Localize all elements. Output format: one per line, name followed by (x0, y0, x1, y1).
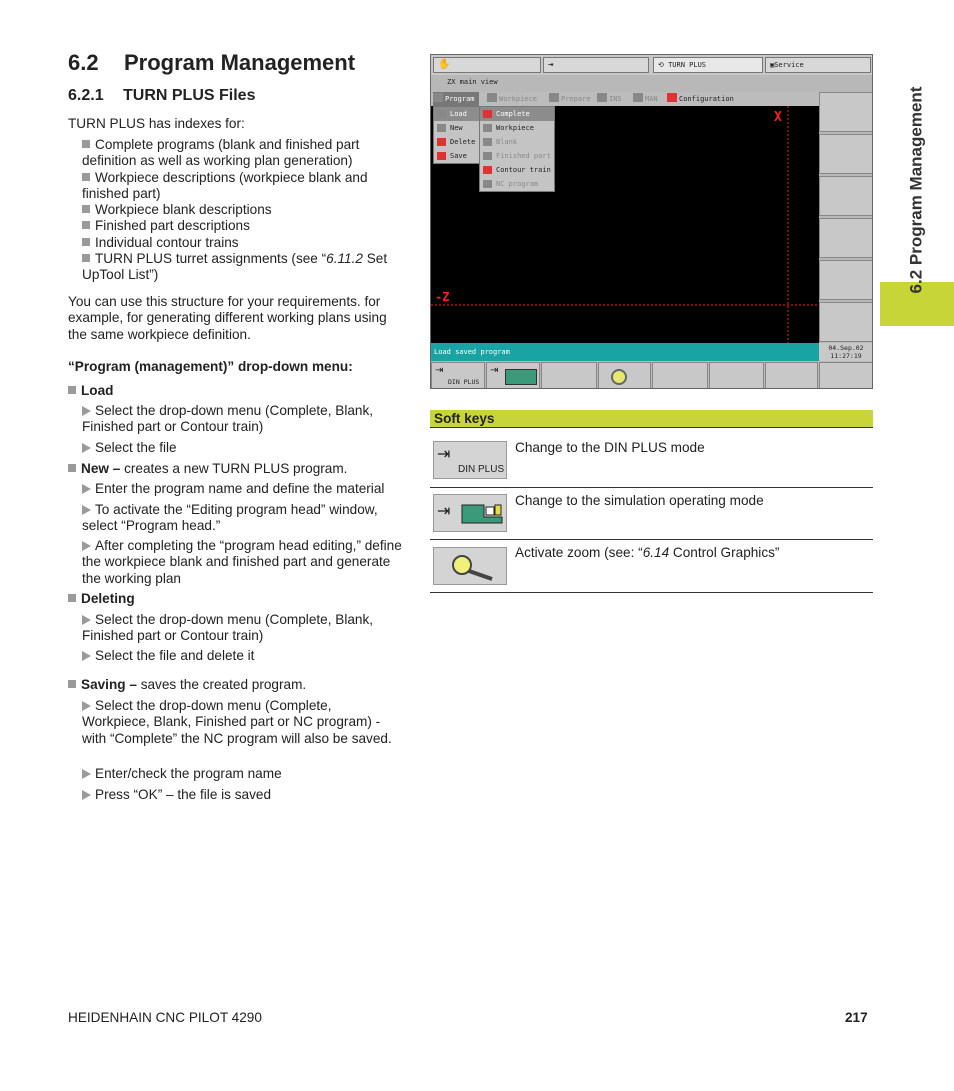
bullet-square-icon (82, 221, 90, 229)
submenu-item-nc-program[interactable]: NC program (480, 177, 554, 191)
bullet-square-icon (82, 238, 90, 246)
simulation-icon (433, 494, 507, 532)
grid-icon (667, 93, 677, 102)
softkey-description: Activate zoom (see: “6.14 Control Graphics” (515, 545, 780, 560)
grid-icon (483, 180, 492, 188)
paragraph: You can use this structure for your requirements. for example, for generating different working plans using the same workpiece definition. (68, 294, 387, 342)
arrow-right-icon (82, 615, 91, 625)
arrow-into-icon: ⇥ (548, 60, 554, 70)
softkey-din-plus-label: DIN PLUS (448, 378, 480, 386)
grid-icon (437, 138, 446, 146)
index-list (82, 137, 412, 284)
grid-icon (597, 93, 607, 102)
zoom-icon (611, 369, 627, 385)
clock (819, 343, 873, 361)
cross-reference-link[interactable]: 6.14 (642, 545, 670, 560)
bullet-square-icon (82, 205, 90, 213)
menu-item-save[interactable]: Save (434, 149, 480, 163)
softkey-empty-5[interactable] (652, 362, 708, 389)
grid-icon (437, 124, 446, 132)
softkey-empty-6[interactable] (709, 362, 764, 389)
subsection-number: 6.2.1 (68, 87, 104, 104)
list-item: Workpiece blank descriptions (82, 202, 412, 218)
menu-ins[interactable]: INS (597, 92, 622, 106)
arrow-right-icon (82, 790, 91, 800)
arrow-right-icon (82, 541, 91, 551)
new-step: Enter the program name and define the material (82, 481, 412, 497)
bullet-square-icon (82, 173, 90, 181)
turn-plus-icon: ⟲ (658, 61, 664, 69)
vertical-softkey-1[interactable] (819, 92, 873, 132)
intro-text: TURN PLUS has indexes for: (68, 116, 245, 131)
tab-manual[interactable] (433, 57, 541, 73)
grid-icon (487, 93, 497, 102)
new-step: To activate the “Editing program head” window, select “Program head.” (82, 502, 378, 534)
menu-item-new[interactable]: New (434, 121, 480, 135)
subsection-title-text: TURN PLUS Files (123, 87, 256, 104)
vertical-softkey-5[interactable] (819, 260, 873, 300)
bullet-square-icon (68, 594, 76, 602)
submenu-item-workpiece[interactable]: Workpiece (480, 121, 554, 135)
arrow-into-icon: ⇥ (435, 365, 444, 376)
menu-prepare[interactable]: Prepare (549, 92, 591, 106)
submenu-item-complete[interactable]: Complete (480, 107, 554, 121)
menu-configuration[interactable]: Configuration (667, 92, 734, 106)
menu-man[interactable]: MAN (633, 92, 658, 106)
grid-icon (433, 93, 443, 102)
arrow-into-icon: ⇥ (490, 365, 499, 376)
side-tab-text: 6.2 Program Management (906, 86, 926, 294)
softkey-simulation[interactable] (486, 362, 540, 389)
vertical-softkey-4[interactable] (819, 218, 873, 258)
softkey-row-simulation (430, 488, 873, 540)
bullet-square-icon (82, 140, 90, 148)
softkeys-header: Soft keys (430, 410, 873, 428)
deleting-step: Select the drop-down menu (Complete, Blank, Finished part or Contour train) (82, 612, 374, 644)
subsection-title (68, 87, 255, 105)
menu-program[interactable]: Program (433, 92, 479, 106)
magnifier-graphic (448, 552, 496, 582)
list-item: Finished part descriptions (82, 218, 412, 234)
load-item: Load (68, 383, 113, 399)
grid-icon (483, 152, 492, 160)
simulation-icon (505, 369, 537, 385)
bullet-square-icon (68, 464, 76, 472)
menu-item-delete[interactable]: Delete (434, 135, 480, 149)
arrow-into-icon: ⇥ (437, 446, 451, 463)
softkey-din-plus[interactable] (431, 362, 485, 389)
footer-product: HEIDENHAIN CNC PILOT 4290 (68, 1010, 262, 1025)
softkey-description: Change to the DIN PLUS mode (515, 440, 705, 455)
softkey-empty-7[interactable] (765, 362, 818, 389)
cross-reference-link[interactable]: 6.11.2 (326, 251, 363, 267)
program-dropdown (433, 106, 481, 164)
tab-automatic[interactable] (543, 57, 649, 73)
arrow-into-icon: ⇥ (437, 503, 451, 520)
axis-z-label: -Z (435, 290, 450, 304)
list-item: Complete programs (blank and finished part definition as well as working plan generation) (82, 137, 360, 169)
page-number: 217 (845, 1010, 868, 1025)
bullet-square-icon (68, 680, 76, 688)
list-item: Individual contour trains (82, 235, 412, 251)
time-display: 11:27:19 (830, 352, 862, 360)
zoom-icon (433, 547, 507, 585)
menu-workpiece[interactable]: Workpiece (487, 92, 537, 106)
arrow-right-icon (82, 406, 91, 416)
load-submenu (479, 106, 555, 192)
save-disk-icon: ▣ (770, 61, 775, 69)
grid-icon (549, 93, 559, 102)
grid-icon (483, 138, 492, 146)
menu-item-load[interactable]: Load (434, 107, 480, 121)
cnc-screenshot (430, 54, 873, 389)
arrow-right-icon (82, 651, 91, 661)
tab-turn-plus[interactable]: ⟲ TURN PLUS (653, 57, 763, 73)
mode-tab-bar (431, 55, 872, 75)
softkey-zoom[interactable] (598, 362, 651, 389)
vertical-softkey-6[interactable] (819, 302, 873, 342)
softkey-description: Change to the simulation operating mode (515, 493, 764, 508)
new-item: New – creates a new TURN PLUS program. (68, 461, 347, 477)
bullet-square-icon (68, 386, 76, 394)
load-step: Select the file (82, 440, 402, 456)
vertical-softkey-2[interactable] (819, 134, 873, 174)
chapter-side-tab (893, 54, 941, 326)
tab-service[interactable]: ▣Service (765, 57, 871, 73)
menu-bar (431, 92, 819, 106)
section-number: 6.2 (68, 50, 99, 75)
side-tab-svg (893, 54, 941, 326)
saving-item: Saving – saves the created program. (68, 677, 306, 693)
section-title-text: Program Management (124, 50, 356, 75)
grid-icon (437, 152, 446, 160)
saving-step: Enter/check the program name (82, 766, 402, 782)
hand-icon: ✋ (438, 59, 451, 70)
softkey-empty-3[interactable] (541, 362, 597, 389)
vertical-softkey-3[interactable] (819, 176, 873, 216)
din-plus-icon-label: DIN PLUS (458, 464, 505, 475)
bullet-square-icon (82, 254, 90, 262)
grid-icon (483, 110, 492, 118)
arrow-right-icon (82, 443, 91, 453)
grid-icon (483, 166, 492, 174)
submenu-item-finished-part[interactable]: Finished part (480, 149, 554, 163)
submenu-item-contour-train[interactable]: Contour train (480, 163, 554, 177)
arrow-right-icon (82, 769, 91, 779)
dropdown-heading: “Program (management)” drop-down menu: (68, 359, 353, 374)
date-display: 04.Sep.02 (828, 344, 864, 352)
axis-x-label: X (774, 110, 782, 125)
deleting-item: Deleting (68, 591, 135, 607)
view-title: ZX main view (447, 78, 498, 86)
saving-step: Select the drop-down menu (Complete, Workpiece, Blank, Finished part or NC program) - with “Complete” the NC program will also be saved. (82, 698, 392, 746)
list-item: Workpiece descriptions (workpiece blank and finished part) (82, 169, 368, 201)
arrow-right-icon (82, 484, 91, 494)
softkey-row-zoom (430, 540, 873, 593)
grid-icon (437, 110, 446, 118)
submenu-item-blank[interactable]: Blank (480, 135, 554, 149)
section-title (68, 50, 355, 76)
din-plus-icon (433, 441, 507, 479)
grid-icon (633, 93, 643, 102)
load-step: Select the drop-down menu (Complete, Blank, Finished part or Contour train) (82, 403, 374, 435)
softkey-empty-8[interactable] (819, 362, 873, 389)
arrow-right-icon (82, 701, 91, 711)
grid-icon (483, 124, 492, 132)
status-bar: Load saved program (431, 343, 819, 361)
list-item: TURN PLUS turret assignments (see “6.11.2 Set UpTool List”) (82, 251, 388, 283)
saving-step: Press “OK” – the file is saved (82, 787, 402, 803)
softkey-row-din-plus (430, 429, 873, 488)
simulation-graphic (460, 503, 504, 525)
new-step: After completing the “program head editing,” define the workpiece blank and finished part and generate the working plan (82, 538, 402, 586)
arrow-right-icon (82, 505, 91, 515)
deleting-step: Select the file and delete it (82, 648, 402, 664)
